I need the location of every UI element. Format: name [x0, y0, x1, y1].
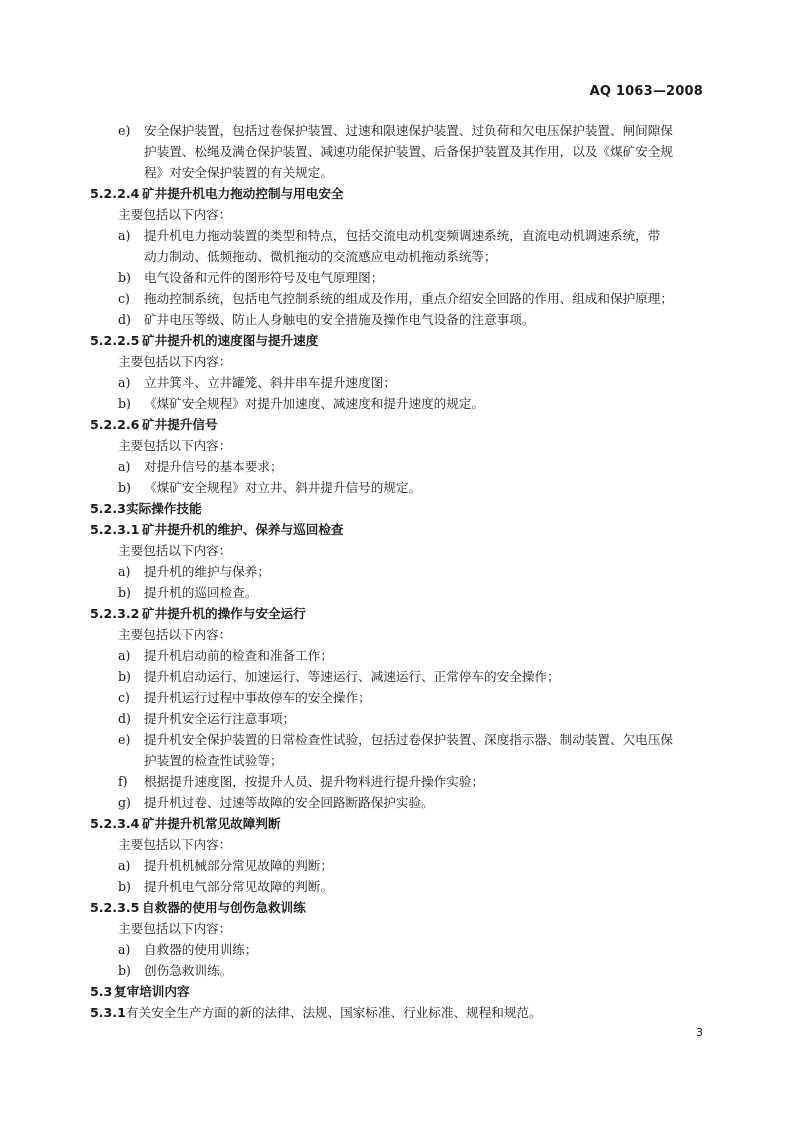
section-title: 矿井提升信号 — [142, 417, 218, 432]
list-marker: d) — [118, 312, 131, 327]
list-marker: f) — [118, 774, 128, 789]
section-heading-5-2-2-5 — [90, 330, 706, 351]
list-item-text: 提升机过卷、过速等故障的安全回路断路保护实验。 — [144, 795, 434, 810]
section-number: 5.3.1 — [90, 1005, 126, 1020]
list-item-text: 自救器的使用训练； — [144, 942, 258, 957]
list-marker: a) — [118, 564, 131, 579]
list-marker: b) — [118, 480, 131, 495]
list-marker: b) — [118, 585, 131, 600]
list-item-text: 提升机机械部分常见故障的判断； — [144, 858, 333, 873]
section-title: 矿井提升机的操作与安全运行 — [142, 606, 306, 621]
list-item-text: 电气设备和元件的图形符号及电气原理图； — [144, 270, 384, 285]
list-marker: b) — [118, 879, 131, 894]
list-item-continuation: 动力制动、低频拖动、微机拖动的交流感应电动机拖动系统等； — [144, 249, 497, 264]
list-item-b — [90, 960, 706, 981]
list-marker: b) — [118, 669, 131, 684]
list-marker: c) — [118, 291, 130, 306]
section-text: 有关安全生产方面的新的法律、法规、国家标准、行业标准、规程和规范。 — [126, 1005, 542, 1020]
section-number: 5.2.3 — [90, 501, 126, 516]
section-number: 5.2.3.1 — [90, 522, 140, 537]
list-item-text: 《煤矿安全规程》对提升加速度、减速度和提升速度的规定。 — [144, 396, 485, 411]
page-body — [90, 120, 706, 1023]
page-number: 3 — [696, 1026, 703, 1039]
list-item-a — [90, 372, 706, 393]
list-item-continuation: 护装置、松绳及满仓保护装置、减速功能保护装置、后备保护装置及其作用，以及《煤矿安全规 — [144, 144, 673, 159]
document-code-header: AQ 1063—2008 — [589, 84, 703, 99]
list-item-text: 提升机电气部分常见故障的判断。 — [144, 879, 333, 894]
section-number: 5.2.2.5 — [90, 333, 140, 348]
list-item-text: 提升机的维护与保养； — [144, 564, 270, 579]
section-intro: 主要包括以下内容： — [118, 354, 232, 369]
list-item-b — [90, 876, 706, 897]
section-number: 5.3 — [90, 984, 113, 999]
section-intro: 主要包括以下内容： — [118, 921, 232, 936]
list-marker: e) — [118, 123, 131, 138]
list-marker: a) — [118, 858, 131, 873]
list-item-a — [90, 855, 706, 876]
list-item-a — [90, 645, 706, 666]
section-heading-5-2-3-1 — [90, 519, 706, 540]
list-item-text: 《煤矿安全规程》对立井、斜井提升信号的规定。 — [144, 480, 422, 495]
list-marker: d) — [118, 711, 131, 726]
list-marker: b) — [118, 270, 131, 285]
list-item-a — [90, 939, 706, 960]
list-marker: a) — [118, 228, 131, 243]
list-item-b — [90, 393, 706, 414]
list-item-d — [90, 708, 706, 729]
list-item-d — [90, 309, 706, 330]
list-item-b — [90, 582, 706, 603]
section-heading-5-2-3-2 — [90, 603, 706, 624]
list-item-text: 立井箕斗、立井罐笼、斜井串车提升速度图； — [144, 375, 396, 390]
list-item-text: 根据提升速度图，按提升人员、提升物料进行提升操作实验； — [144, 774, 485, 789]
list-item-text: 矿井电压等级、防止人身触电的安全措施及操作电气设备的注意事项。 — [144, 312, 535, 327]
list-item-text: 拖动控制系统，包括电气控制系统的组成及作用，重点介绍安全回路的作用、组成和保护原理； — [144, 291, 673, 306]
section-title: 矿井提升机的维护、保养与巡回检查 — [142, 522, 344, 537]
section-intro: 主要包括以下内容： — [118, 627, 232, 642]
list-item-text: 提升机启动前的检查和准备工作； — [144, 648, 333, 663]
section-number: 5.2.2.6 — [90, 417, 140, 432]
section-title: 矿井提升机电力拖动控制与用电安全 — [142, 186, 344, 201]
list-marker: c) — [118, 690, 130, 705]
list-marker: a) — [118, 459, 131, 474]
list-item-e — [90, 729, 706, 750]
list-item-text: 提升机启动运行、加速运行、等速运行、减速运行、正常停车的安全操作； — [144, 669, 560, 684]
list-item-a — [90, 456, 706, 477]
list-marker: a) — [118, 942, 131, 957]
list-marker: g) — [118, 795, 131, 810]
section-title: 矿井提升机常见故障判断 — [142, 816, 281, 831]
list-item-text: 提升机电力拖动装置的类型和特点，包括交流电动机变频调速系统，直流电动机调速系统，带 — [144, 228, 661, 243]
section-heading-5-3-1 — [90, 1002, 706, 1023]
section-title: 自救器的使用与创伤急救训练 — [142, 900, 306, 915]
list-item-b — [90, 477, 706, 498]
section-title: 实际操作技能 — [126, 501, 202, 516]
section-heading-5-2-2-6 — [90, 414, 706, 435]
list-marker: b) — [118, 396, 131, 411]
section-number: 5.2.3.5 — [90, 900, 140, 915]
list-marker: a) — [118, 375, 131, 390]
list-item-e — [90, 120, 706, 141]
section-intro: 主要包括以下内容： — [118, 837, 232, 852]
section-heading-5-2-3 — [90, 498, 706, 519]
section-title: 矿井提升机的速度图与提升速度 — [142, 333, 319, 348]
section-number: 5.2.2.4 — [90, 186, 140, 201]
section-heading-5-2-3-5 — [90, 897, 706, 918]
list-item-c — [90, 687, 706, 708]
list-item-text: 提升机的巡回检查。 — [144, 585, 258, 600]
list-item-a — [90, 225, 706, 246]
list-marker: e) — [118, 732, 131, 747]
list-item-a — [90, 561, 706, 582]
list-item-g — [90, 792, 706, 813]
list-item-f — [90, 771, 706, 792]
list-item-b — [90, 666, 706, 687]
list-item-text: 创伤急救训练。 — [144, 963, 233, 978]
list-item-text: 提升机安全保护装置的日常检查性试验，包括过卷保护装置、深度指示器、制动装置、欠电压保 — [144, 732, 673, 747]
list-item-text: 对提升信号的基本要求； — [144, 459, 283, 474]
list-item-text: 提升机运行过程中事故停车的安全操作； — [144, 690, 371, 705]
list-item-continuation: 程》对安全保护装置的有关规定。 — [144, 165, 333, 180]
section-intro: 主要包括以下内容： — [118, 543, 232, 558]
list-item-text: 提升机安全运行注意事项； — [144, 711, 296, 726]
section-title: 复审培训内容 — [114, 984, 190, 999]
section-heading-5-2-3-4 — [90, 813, 706, 834]
list-item-text: 安全保护装置，包括过卷保护装置、过速和限速保护装置、过负荷和欠电压保护装置、闸间隙保 — [144, 123, 673, 138]
section-intro: 主要包括以下内容： — [118, 438, 232, 453]
section-number: 5.2.3.2 — [90, 606, 140, 621]
list-marker: b) — [118, 963, 131, 978]
list-item-b — [90, 267, 706, 288]
section-intro: 主要包括以下内容： — [118, 207, 232, 222]
section-heading-5-3 — [90, 981, 706, 1002]
section-heading-5-2-2-4 — [90, 183, 706, 204]
list-item-continuation: 护装置的检查性试验等； — [144, 753, 283, 768]
list-marker: a) — [118, 648, 131, 663]
section-number: 5.2.3.4 — [90, 816, 140, 831]
list-item-c — [90, 288, 706, 309]
